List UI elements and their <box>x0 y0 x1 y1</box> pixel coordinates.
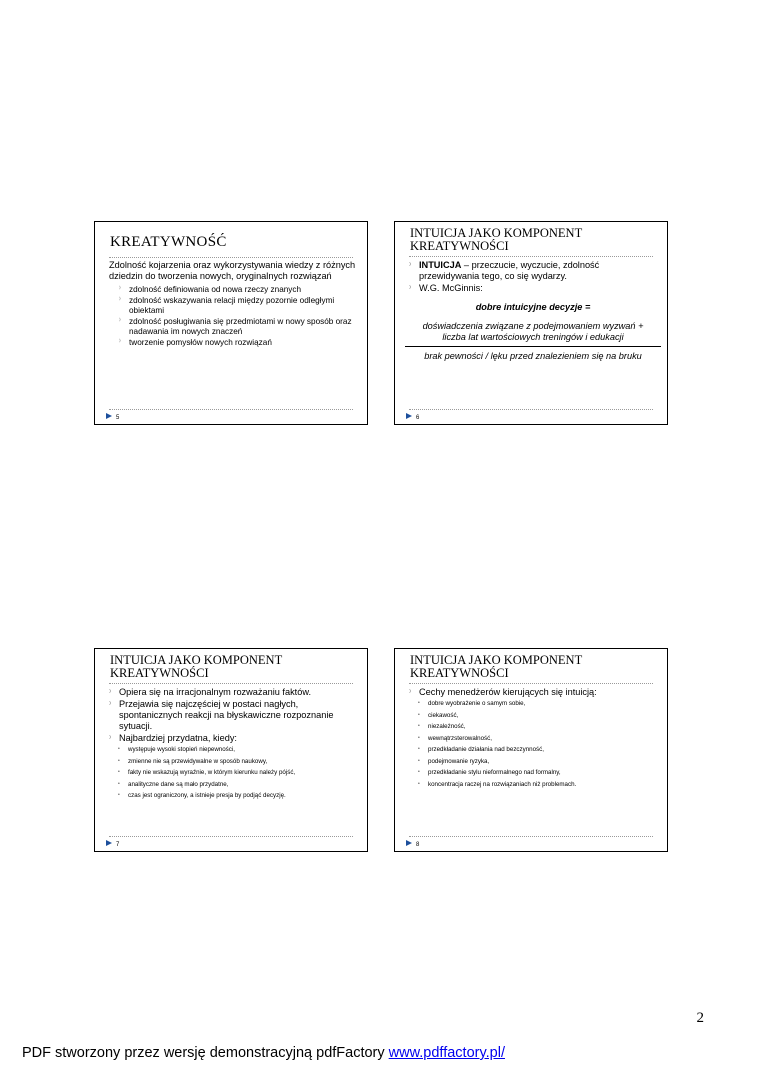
slide-number: 7 <box>116 842 120 848</box>
formula-numerator: doświadczenia związane z podejmowaniem wyzwań + liczba lat wartościowych treningów i edukacji <box>422 321 644 342</box>
slide-body <box>409 260 657 362</box>
slide-number: 6 <box>416 415 420 421</box>
title-divider <box>409 683 653 684</box>
slide-body <box>109 687 357 803</box>
list-item: ⁾ zdolność posługiwania się przedmiotami w nowy sposób oraz nadawania im nowych znaczeń <box>119 317 357 337</box>
footer-text: PDF stworzony przez wersję demonstracyjną pdfFactory <box>22 1045 389 1061</box>
list-item: ⁾ Najbardziej przydatna, kiedy: <box>109 733 357 744</box>
sub-list-item: • analityczne dane są mało przydatne, <box>117 780 357 790</box>
list-item: ⁾ W.G. McGinnis: <box>409 283 657 294</box>
sub-list-item: • fakty nie wskazują wyraźnie, w którym kierunku należy pójść, <box>117 768 357 778</box>
page-number: 2 <box>696 1010 704 1026</box>
slide-number: 8 <box>416 842 420 848</box>
sub-list-item: • podejmowanie ryzyka, <box>417 757 657 767</box>
sub-list-item: • koncentracja raczej na rozwiązaniach niż problemach. <box>417 780 657 790</box>
slide-arrow-icon <box>106 413 112 419</box>
slide-arrow-icon <box>106 840 112 846</box>
slide-title: INTUICJA JAKO KOMPONENT KREATYWNOŚCI <box>110 653 282 680</box>
list-item: ⁾ Opiera się na irracjonalnym rozważaniu faktów. <box>109 687 357 698</box>
sub-list-item: • występuje wysoki stopień niepewności, <box>117 745 357 755</box>
footer-divider <box>109 836 353 837</box>
title-divider <box>409 256 653 257</box>
formula-denominator: brak pewności / lęku przed znalezieniem się na bruku <box>424 351 642 361</box>
slide-title: INTUICJA JAKO KOMPONENT KREATYWNOŚCI <box>410 226 582 253</box>
sub-list-item: • przedkładanie działania nad bezczynność, <box>417 745 657 755</box>
footer-divider <box>409 836 653 837</box>
sub-list-item: • przedkładanie stylu nieformalnego nad formalny, <box>417 768 657 778</box>
list-item: ⁾ zdolność wskazywania relacji między pozornie odległymi obiektami <box>119 296 357 316</box>
slide-title: KREATYWNOŚĆ <box>110 234 227 250</box>
slide-5 <box>94 221 368 425</box>
title-divider <box>109 683 353 684</box>
formula-title: dobre intuicyjne decyzje = <box>475 302 591 312</box>
sub-list-item: • wewnątrzsterowalność, <box>417 734 657 744</box>
list-item: ⁾ zdolność definiowania od nowa rzeczy znanych <box>119 285 357 295</box>
sub-list-item: • zmienne nie są przewidywalne w sposób naukowy, <box>117 757 357 767</box>
slide-arrow-icon <box>406 413 412 419</box>
list-item <box>409 260 657 282</box>
slide-arrow-icon <box>406 840 412 846</box>
sub-list-item: • niezależność, <box>417 722 657 732</box>
list-item: ⁾ tworzenie pomysłów nowych rozwiązań <box>119 338 357 348</box>
footer-divider <box>109 409 353 410</box>
slide-body <box>409 687 657 791</box>
slide-title: INTUICJA JAKO KOMPONENT KREATYWNOŚCI <box>410 653 582 680</box>
slide-intro: Zdolność kojarzenia oraz wykorzystywania wiedzy z różnych dziedzin do tworzenia nowych, oryginalnych rozwiązań <box>109 260 356 281</box>
slide-6 <box>394 221 668 425</box>
footer-link[interactable]: www.pdffactory.pl/ <box>388 1045 505 1061</box>
sub-list-item: • czas jest ograniczony, a istnieje presja by podjąć decyzję. <box>117 791 357 801</box>
footer-divider <box>409 409 653 410</box>
fraction-line <box>405 346 661 347</box>
list-item: ⁾ Przejawia się najczęściej w postaci nagłych, spontanicznych reakcji na błyskawiczne rozpoznanie sytuacji. <box>109 699 357 732</box>
term-bold: INTUICJA <box>419 260 462 270</box>
title-divider <box>109 257 353 258</box>
slide-body <box>109 260 357 349</box>
slide-8 <box>394 648 668 852</box>
list-item: ⁾ Cechy menedżerów kierujących się intuicją: <box>409 687 657 698</box>
sub-list-item: • dobre wyobrażenie o samym sobie, <box>417 699 657 709</box>
slide-number: 5 <box>116 415 120 421</box>
term-definition: – przeczucie, wyczucie, zdolność przewidywania tego, co się wydarzy. <box>419 260 600 281</box>
slide-7 <box>94 648 368 852</box>
pdf-footer <box>22 1045 505 1061</box>
sub-list-item: • ciekawość, <box>417 711 657 721</box>
